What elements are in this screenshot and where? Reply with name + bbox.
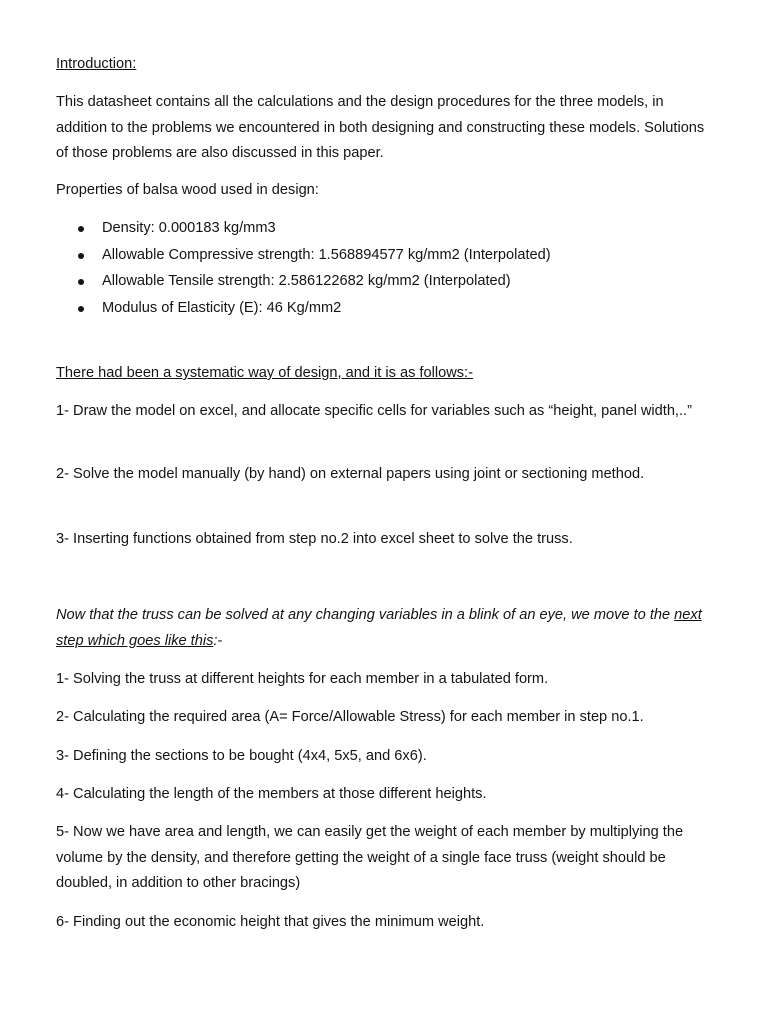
list-item	[56, 269, 716, 296]
next-step: 5- Now we have area and length, we can easily get the weight of each member by multiplying the volume by the density, and therefore getting the weight of a single face truss (weight should be doubled, in addition to other bracings)	[56, 824, 684, 891]
design-step: 2- Solve the model manually (by hand) on external papers using joint or sectioning method.	[56, 466, 645, 482]
next-step: 1- Solving the truss at different heights for each member in a tabulated form.	[56, 671, 549, 687]
next-step: 2- Calculating the required area (A= Force/Allowable Stress) for each member in step no.1.	[56, 709, 644, 725]
design-step: 3- Inserting functions obtained from step no.2 into excel sheet to solve the truss.	[56, 531, 573, 547]
next-step-link-text: next step which goes like this	[56, 607, 702, 649]
next-step: 3- Defining the sections to be bought (4x4, 5x5, and 6x6).	[56, 748, 427, 764]
intro-heading: Introduction:	[56, 56, 137, 72]
property-text: Allowable Tensile strength: 2.586122682 kg/mm2 (Interpolated)	[102, 273, 511, 289]
design-step: 1- Draw the model on excel, and allocate specific cells for variables such as “height, panel width,..”	[56, 403, 692, 419]
list-item	[56, 216, 716, 243]
properties-heading: Properties of balsa wood used in design:	[56, 182, 319, 198]
next-step: 4- Calculating the length of the members at those different heights.	[56, 786, 487, 802]
bullet-icon	[78, 226, 84, 232]
property-text: Modulus of Elasticity (E): 46 Kg/mm2	[102, 299, 342, 316]
transition-text: Now that the truss can be solved at any changing variables in a blink of an eye, we move to the	[56, 607, 675, 623]
property-text: Allowable Compressive strength: 1.568894577 kg/mm2 (Interpolated)	[102, 246, 551, 263]
bullet-icon	[78, 306, 84, 312]
intro-paragraph: This datasheet contains all the calculations and the design procedures for the three models, in addition to the problems we encountered in both designing and constructing these models. Solutions of those problems are also discussed in this paper.	[56, 94, 705, 161]
design-heading: There had been a systematic way of design, and it is as follows:-	[56, 365, 473, 381]
bullet-icon	[78, 253, 84, 259]
list-item	[56, 243, 716, 270]
bullet-icon	[78, 279, 84, 285]
property-text: Density: 0.000183 kg/mm3	[102, 220, 276, 236]
list-item	[56, 296, 716, 323]
transition-end: :-	[213, 632, 223, 649]
transition-paragraph	[56, 603, 716, 654]
next-step: 6- Finding out the economic height that gives the minimum weight.	[56, 914, 485, 930]
properties-list	[56, 216, 716, 322]
